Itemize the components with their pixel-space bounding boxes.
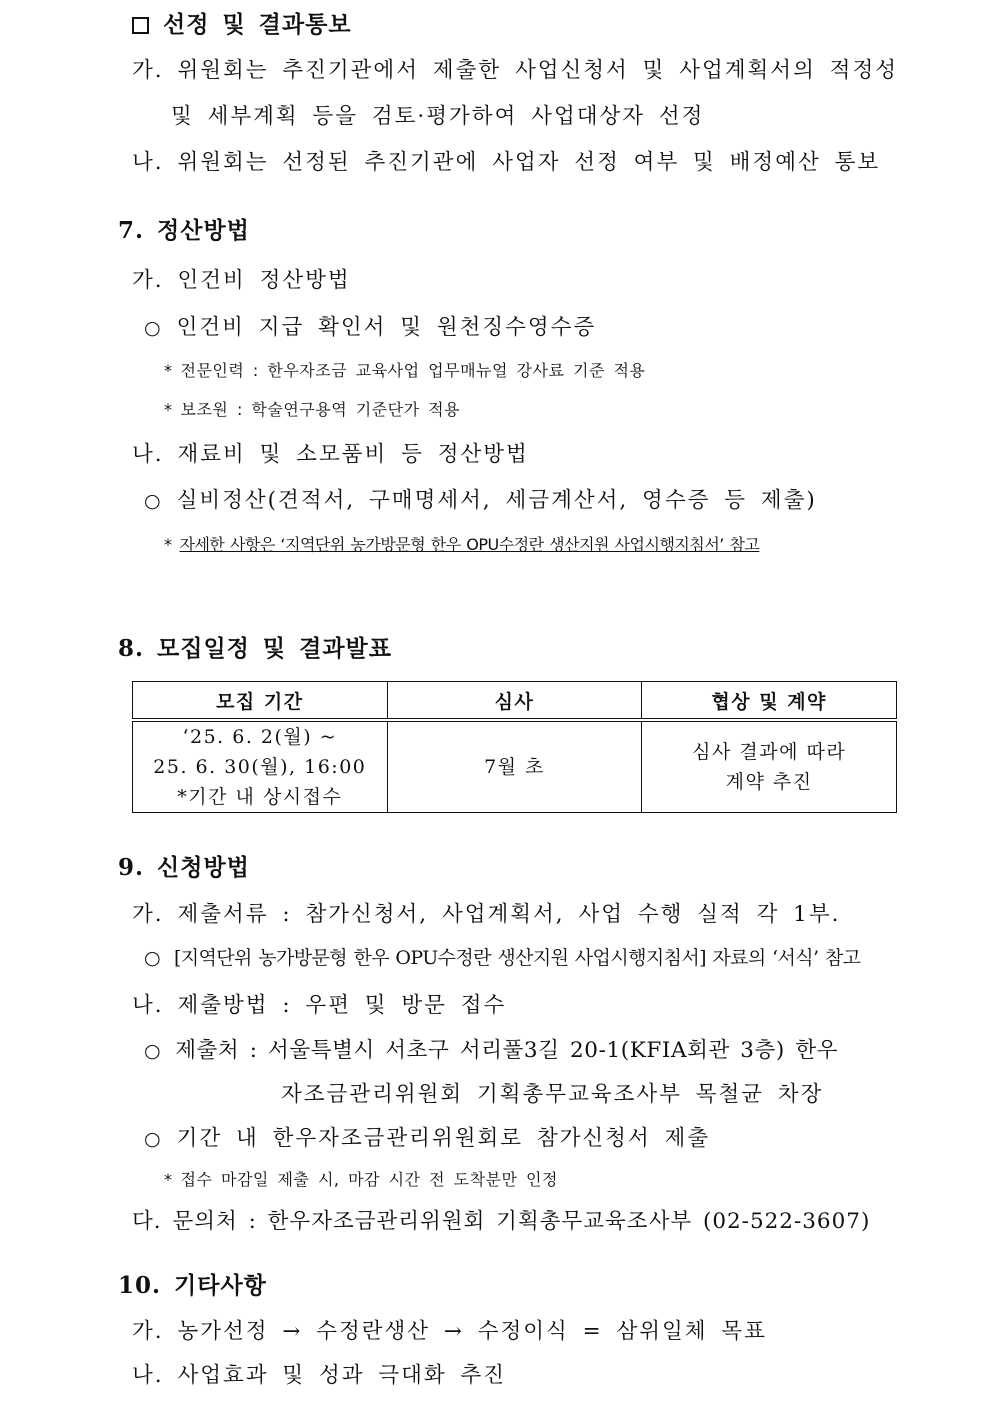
circle-bullet-icon: ○ (144, 317, 163, 339)
circle-bullet-icon: ○ (144, 1128, 163, 1150)
section10-b: 나. 사업효과 및 성과 극대화 추진 (132, 1363, 507, 1388)
contract-line-1: 심사 결과에 따라 (692, 741, 847, 763)
section10-title: 10. 기타사항 (118, 1272, 267, 1299)
section7-a-note2 (164, 397, 460, 420)
period-line-1: ‘25. 6. 2(월) ~ (182, 726, 338, 748)
section9-b-bullet1-1 (144, 1033, 838, 1064)
section7-b-bullet (144, 483, 817, 514)
circle-bullet-icon: ○ (144, 1040, 162, 1062)
note-star-icon: * (164, 361, 173, 380)
schedule-header-period: 모집 기간 (133, 682, 388, 721)
schedule-header-review: 심사 (387, 682, 642, 721)
section9-b: 나. 제출방법 : 우편 및 방문 접수 (132, 993, 507, 1018)
section7-a-note1-text: 전문인력 : 한우자조금 교육사업 업무매뉴얼 강사료 기준 적용 (180, 361, 646, 380)
schedule-header-contract: 협상 및 계약 (642, 682, 897, 721)
schedule-cell-review: 7월 초 (387, 720, 642, 813)
section7-a-bullet-text: 인건비 지급 확인서 및 원천징수영수증 (176, 315, 597, 340)
section7-title: 7. 정산방법 (118, 217, 250, 244)
section7-b-note-text: 자세한 사항은 ‘지역단위 농가방문형 한우 OPU수정란 생산지원 사업시행지침서’ 참고 (179, 535, 760, 554)
section9-b-bullet1-2: 자조금관리위원회 기획총무교육조사부 목철균 차장 (281, 1082, 824, 1107)
section9-b-bullet2-text: 기간 내 한우자조금관리위원회로 참가신청서 제출 (176, 1126, 711, 1151)
section9-a-bullet (144, 943, 860, 970)
section9-title: 9. 신청방법 (118, 854, 250, 881)
section7-a-bullet (144, 310, 596, 341)
section7-a: 가. 인건비 정산방법 (132, 268, 351, 293)
schedule-cell-period (133, 720, 388, 813)
section9-c: 다. 문의처 : 한우자조금관리위원회 기획총무교육조사부 (02-522-3607) (132, 1209, 871, 1234)
section7-a-note1 (164, 358, 645, 381)
note-star-icon: * (164, 535, 172, 554)
section9-b-note-text: 접수 마감일 제출 시, 마감 시간 전 도착분만 인정 (180, 1170, 558, 1189)
section8-title: 8. 모집일정 및 결과발표 (118, 635, 392, 662)
section7-b: 나. 재료비 및 소모품비 등 정산방법 (132, 442, 529, 467)
checkbox-square-icon (132, 17, 149, 34)
note-star-icon: * (164, 1170, 173, 1189)
circle-bullet-icon: ○ (144, 490, 163, 512)
schedule-table-header-row (133, 682, 897, 721)
section7-a-note2-text: 보조원 : 학술연구용역 기준단가 적용 (180, 400, 461, 419)
section7-b-bullet-text: 실비정산(견적서, 구매명세서, 세금계산서, 영수증 등 제출) (176, 488, 817, 513)
circle-bullet-icon: ○ (144, 947, 160, 969)
section9-a: 가. 제출서류 : 참가신청서, 사업계획서, 사업 수행 실적 각 1부. (132, 902, 841, 927)
note-star-icon: * (164, 400, 173, 419)
section9-a-bullet-text: [지역단위 농가방문형 한우 OPU수정란 생산지원 사업시행지침서] 자료의 ‘서식’ 참고 (173, 947, 861, 969)
selection-heading-text: 선정 및 결과통보 (163, 11, 352, 38)
schedule-table-row (133, 720, 897, 813)
selection-line-b: 나. 위원회는 선정된 추진기관에 사업자 선정 여부 및 배정예산 통보 (132, 150, 881, 175)
selection-line-a-2: 및 세부계획 등을 검토·평가하여 사업대상자 선정 (171, 104, 705, 129)
contract-line-2: 계약 추진 (725, 771, 813, 793)
section9-b-bullet2 (144, 1121, 710, 1152)
period-line-3: *기간 내 상시접수 (177, 786, 343, 808)
selection-heading (132, 6, 352, 39)
schedule-table (132, 681, 897, 813)
schedule-cell-contract (642, 720, 897, 813)
selection-line-a-1: 가. 위원회는 추진기관에서 제출한 사업신청서 및 사업계획서의 적정성 (132, 58, 898, 83)
section10-a: 가. 농가선정 → 수정란생산 → 수정이식 = 삼위일체 목표 (132, 1319, 767, 1344)
period-line-2: 25. 6. 30(월), 16:00 (153, 756, 367, 778)
section9-b-bullet1-1-text: 제출처 : 서울특별시 서초구 서리풀3길 20-1(KFIA회관 3층) 한우 (175, 1038, 839, 1063)
section7-b-note (164, 532, 759, 555)
section9-b-note (164, 1167, 558, 1190)
